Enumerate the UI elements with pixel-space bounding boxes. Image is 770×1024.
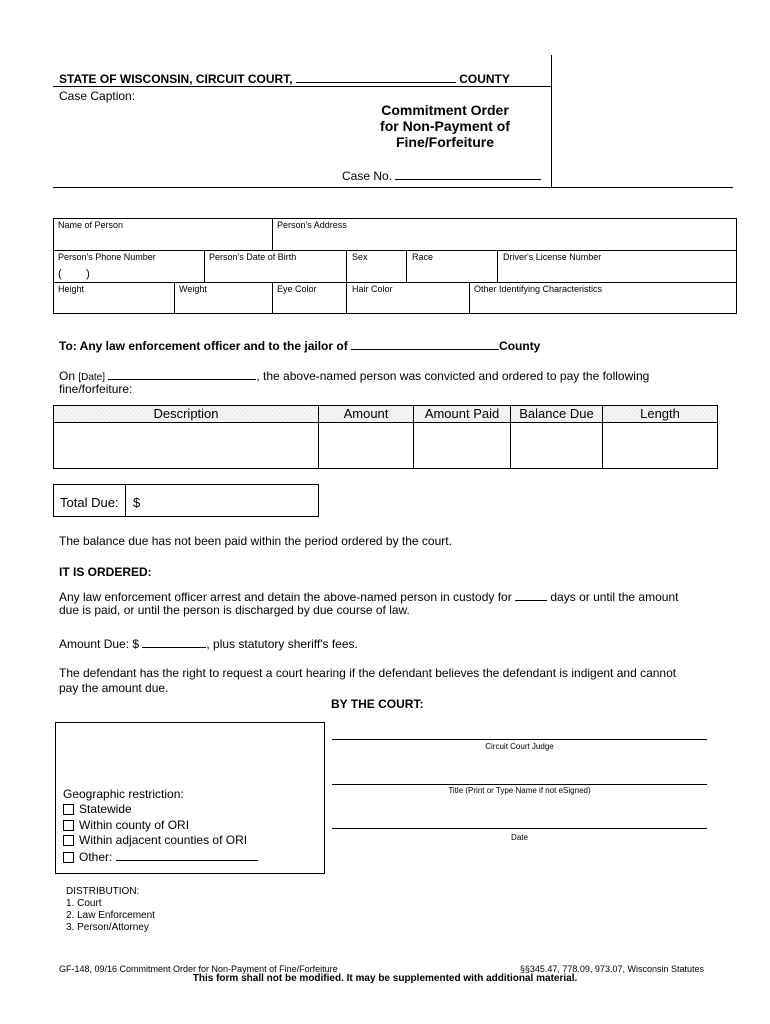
distribution-item: 3. Person/Attorney — [66, 922, 149, 933]
modification-notice: This form shall not be modified. It may be supplemented with additional material. — [192, 973, 578, 984]
distribution-item: 1. Court — [66, 898, 102, 909]
title-line-3: Fine/Forfeiture — [395, 134, 494, 150]
judge-signature-line[interactable] — [332, 739, 707, 740]
statutes: §§345.47, 778.09, 973.07, Wisconsin Statutes — [519, 964, 704, 974]
balance-text: The balance due has not been paid within the period ordered by the court. — [59, 534, 452, 548]
phone-field[interactable]: Person's Phone Number — [58, 252, 156, 262]
col-amount-paid: Amount Paid — [414, 406, 511, 422]
sex-field[interactable]: Sex — [352, 252, 368, 262]
weight-field[interactable]: Weight — [179, 284, 207, 294]
balance-due-cell[interactable] — [511, 423, 602, 468]
geo-title: Geographic restriction: — [63, 787, 184, 801]
date-label: [Date] — [78, 372, 106, 383]
amount-cell[interactable] — [319, 423, 413, 468]
hair-color-field[interactable]: Hair Color — [352, 284, 393, 294]
case-no-field[interactable] — [395, 167, 541, 180]
col-balance-due: Balance Due — [511, 406, 603, 422]
amount-due-line — [59, 635, 358, 651]
conviction-date-field[interactable] — [108, 367, 256, 380]
distribution-item: 2. Law Enforcement — [66, 910, 155, 921]
date-sign-label: Date — [511, 833, 528, 842]
description-cell[interactable] — [54, 423, 318, 468]
geo-option-statewide[interactable] — [63, 802, 132, 816]
to-officer-line — [59, 337, 540, 353]
height-field[interactable]: Height — [58, 284, 85, 294]
geo-option-adjacent[interactable] — [63, 833, 247, 847]
to-suffix: County — [499, 339, 541, 353]
amount-due-field[interactable] — [142, 635, 206, 648]
custody-days-field[interactable] — [515, 588, 547, 601]
county-checkbox[interactable] — [63, 820, 74, 831]
court-line-suffix: COUNTY — [455, 72, 510, 86]
eye-color-field[interactable]: Eye Color — [277, 284, 317, 294]
on-word: On — [59, 369, 79, 383]
county-label: Within county of ORI — [79, 818, 190, 832]
amount-due-prefix: Amount Due: $ — [59, 637, 143, 651]
other-characteristics-field[interactable]: Other Identifying Characteristics — [474, 284, 603, 294]
distribution — [66, 886, 155, 934]
county-blank[interactable] — [296, 70, 456, 83]
court-line-prefix: STATE OF WISCONSIN, CIRCUIT COURT, — [59, 72, 296, 86]
geo-option-other[interactable] — [63, 849, 258, 864]
adjacent-checkbox[interactable] — [63, 835, 74, 846]
other-field[interactable] — [116, 849, 258, 861]
total-due-currency: $ — [133, 495, 141, 510]
by-the-court: BY THE COURT: — [331, 697, 424, 711]
judge-label: Circuit Court Judge — [485, 742, 554, 751]
col-description: Description — [54, 406, 319, 422]
distribution-title: DISTRIBUTION: — [66, 886, 140, 897]
col-length: Length — [603, 406, 717, 422]
other-checkbox[interactable] — [63, 852, 74, 863]
geo-option-county[interactable] — [63, 818, 189, 832]
case-no-label: Case No. — [342, 169, 393, 183]
amount-due-suffix: , plus statutory sheriff's fees. — [206, 637, 358, 651]
person-info-table — [53, 218, 737, 314]
adjacent-label: Within adjacent counties of ORI — [79, 833, 248, 847]
license-field[interactable]: Driver's License Number — [503, 252, 602, 262]
to-prefix: To: Any law enforcement officer and to the jailor of — [59, 339, 352, 353]
hearing-text-1: The defendant has the right to request a court hearing if the defendant believes the defendant is indigent and cannot — [59, 666, 677, 680]
jail-county-field[interactable] — [351, 337, 499, 350]
case-caption-label: Case Caption: — [59, 89, 136, 103]
arrest-line-1 — [59, 588, 678, 604]
hearing-text-2: pay the amount due. — [59, 681, 169, 695]
length-cell[interactable] — [603, 423, 717, 468]
title-line-2: for Non-Payment of — [380, 118, 510, 134]
arrest-text-1: Any law enforcement officer arrest and detain the above-named person in custody for — [59, 590, 516, 604]
title-label: Title (Print or Type Name if not eSigned) — [448, 786, 591, 795]
dob-field[interactable]: Person's Date of Birth — [209, 252, 297, 262]
amount-paid-cell[interactable] — [414, 423, 510, 468]
conviction-line — [59, 367, 649, 383]
convicted-text: , the above-named person was convicted and ordered to pay the following — [256, 369, 650, 383]
date-signature-line[interactable] — [332, 828, 707, 829]
other-label: Other: — [79, 850, 116, 864]
name-of-person-field[interactable]: Name of Person — [58, 220, 124, 230]
form-id: GF-148, 09/16 Commitment Order for Non-Payment of Fine/Forfeiture — [59, 964, 338, 974]
case-number — [342, 167, 541, 183]
court-line — [59, 70, 510, 86]
phone-placeholder: ( ) — [58, 268, 90, 280]
statewide-checkbox[interactable] — [63, 804, 74, 815]
arrest-text-1b: days or until the amount — [547, 590, 679, 604]
title-signature-line[interactable] — [332, 784, 707, 785]
arrest-text-2: due is paid, or until the person is discharged by due course of law. — [59, 603, 410, 617]
total-due-label: Total Due: — [60, 495, 119, 510]
person-address-field[interactable]: Person's Address — [277, 220, 347, 230]
total-due-field[interactable] — [146, 488, 314, 514]
convicted-text-2: fine/forfeiture: — [59, 382, 133, 396]
col-amount: Amount — [319, 406, 414, 422]
race-field[interactable]: Race — [412, 252, 434, 262]
statewide-label: Statewide — [79, 802, 132, 816]
form-title — [340, 102, 550, 150]
title-line-1: Commitment Order — [381, 102, 509, 118]
ordered-heading: IT IS ORDERED: — [59, 565, 152, 579]
